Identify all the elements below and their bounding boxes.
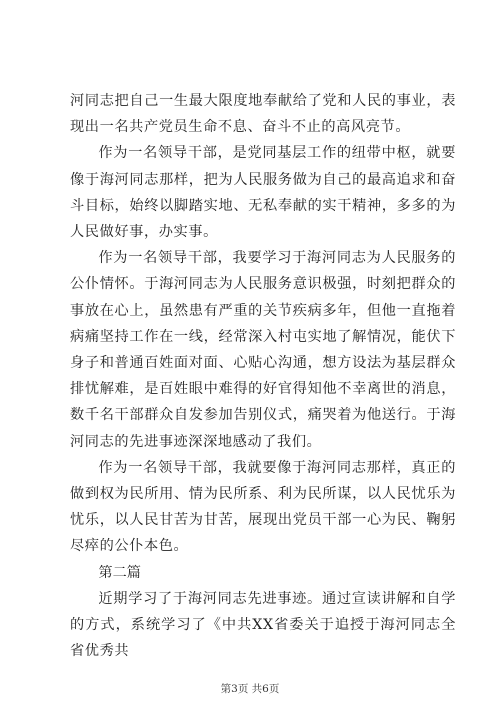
paragraph-for-the-people: 作为一名领导干部，我就要像于海河同志那样，真正的做到权为民所用、情为民所系、利为民所谋，以人民忧乐为忧乐，以人民甘苦为甘苦，展现出党员干部一心为民、鞠躬尽瘁的公仆本色。	[70, 459, 456, 555]
paragraph-servant-spirit: 作为一名领导干部，我要学习于海河同志为人民服务的公仆情怀。于海河同志为人民服务意识极强，时刻把群众的事放在心上，虽然患有严重的关节疾病多年，但他一直拖着病痛坚持工作在一线，经常深入村屯实地了解情况，能伏下身子和普通百姓面对面、心贴心沟通，想方设法为基层群众排忧解难，是百姓眼中难得的好官得知他不幸离世的消息，数千名干部群众自发参加告别仪式，痛哭着为他送行。于海河同志的先进事迹深深地感动了我们。	[70, 250, 456, 450]
paragraph-second-part: 近期学习了于海河同志先进事迹。通过宣读讲解和自学的方式，系统学习了《中共XX省委关于追授于海河同志全省优秀共	[70, 590, 456, 660]
document-body	[70, 88, 456, 664]
paragraph-continued: 河同志把自己一生最大限度地奉献给了党和人民的事业，表现出一名共产党员生命不息、奋斗不止的高风亮节。	[70, 93, 456, 136]
section-heading: 第二篇	[98, 564, 141, 581]
page-number-footer: 第3页 共6页	[220, 683, 280, 695]
paragraph-leader-role: 作为一名领导干部，是党同基层工作的纽带中枢，就要像于海河同志那样，把为人民服务做为自己的最高追求和奋斗目标，始终以脚踏实地、无私奉献的实干精神，多多的为人民做好事，办实事。	[70, 145, 456, 241]
